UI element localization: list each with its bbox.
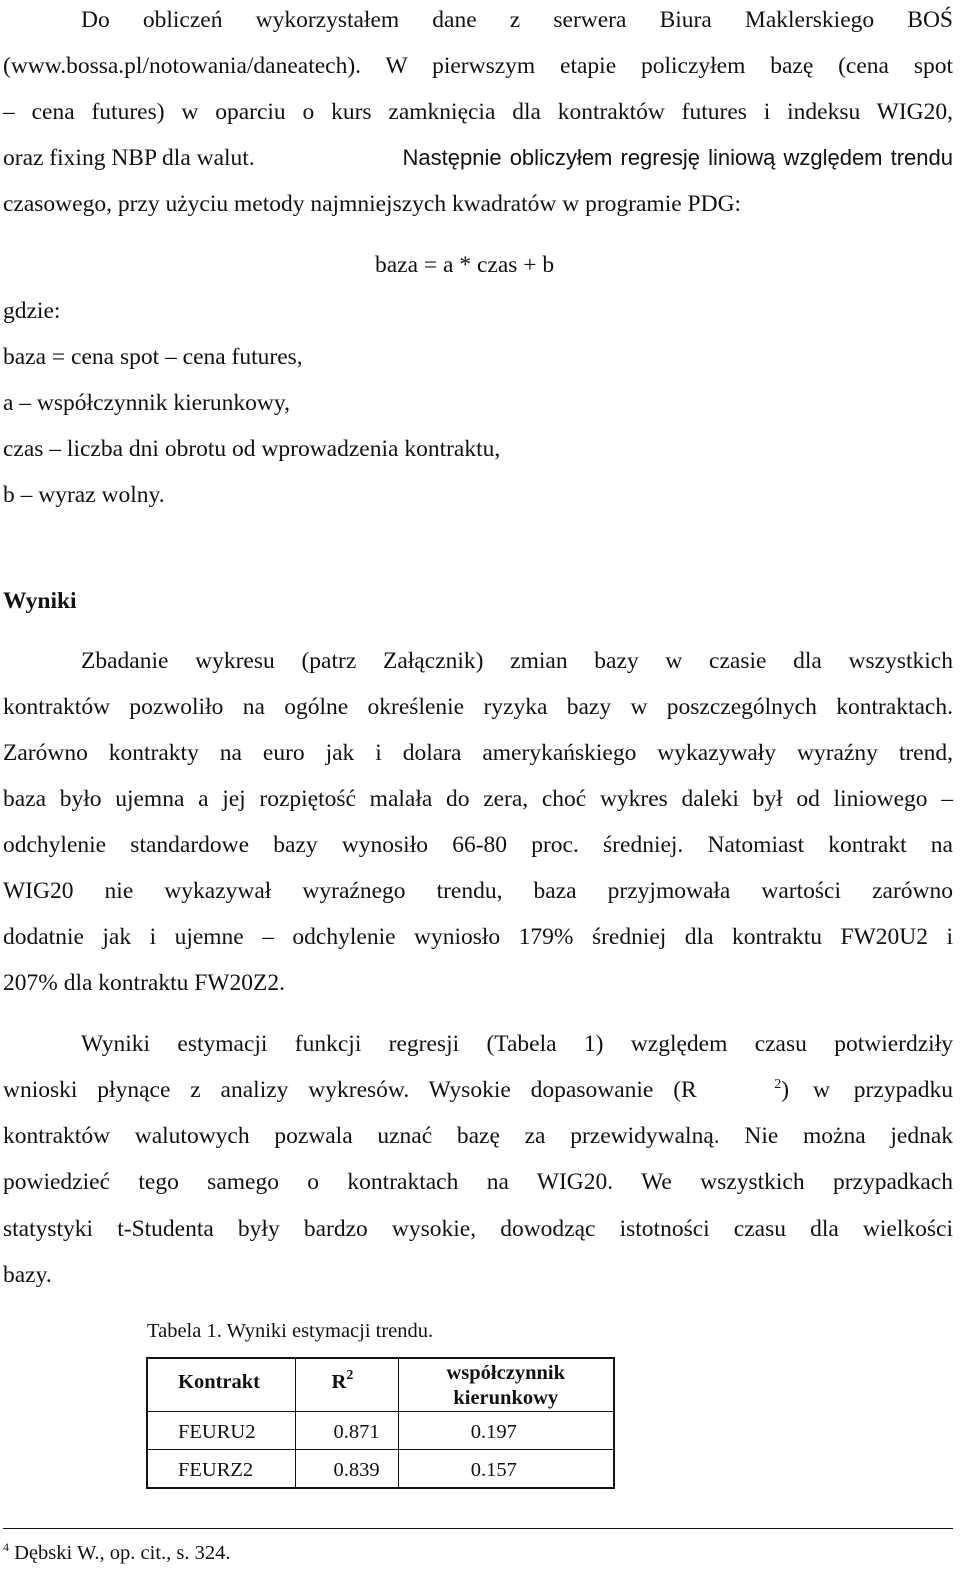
cell-contract: FEURU2 [147, 1412, 295, 1450]
header-r2-base: R [331, 1371, 347, 1393]
results-p1-line: WIG20 nie wykazywał wyraźnego trendu, baza przyjmowała wartości zarówno [3, 878, 953, 904]
r2-text-rest [774, 1076, 953, 1104]
definitions-where: gdzie: [3, 298, 61, 324]
intro-line-4 [3, 144, 953, 172]
cell-coef: 0.197 [398, 1412, 614, 1450]
intro-line-5: czasowego, przy użyciu metody najmniejszych kwadratów w programie PDG: [3, 191, 742, 217]
header-coef-line2: kierunkowy [453, 1387, 559, 1409]
intro-line-2: (www.bossa.pl/notowania/daneatech). W pierwszym etapie policzyłem bazę (cena spot [3, 53, 953, 79]
cell-contract: FEURZ2 [147, 1450, 295, 1488]
results-p1-line: odchylenie standardowe bazy wynosiło 66-80 proc. średniej. Natomiast kontrakt na [3, 832, 953, 858]
definition-item: czas – liczba dni obrotu od wprowadzenia kontraktu, [3, 436, 501, 462]
footnote-text: Dębski W., op. cit., s. 324. [14, 1542, 231, 1564]
header-contract: Kontrakt [147, 1358, 295, 1412]
trend-table [146, 1357, 615, 1489]
intro-line-4a: oraz fixing NBP dla walut. [3, 145, 255, 171]
results-p1-line: Zarówno kontrakty na euro jak i dolara amerykańskiego wykazywały wyraźny trend, [3, 740, 953, 766]
header-coefficient [398, 1358, 614, 1412]
results-p2-line: kontraktów walutowych pozwala uznać bazę za przewidywalną. Nie można jednak [3, 1123, 953, 1149]
regression-formula: baza = a * czas + b [375, 252, 555, 278]
r2-superscript: 2 [774, 1077, 782, 1092]
section-heading: Wyniki [3, 588, 77, 614]
results-p2-line: powiedzieć tego samego o kontraktach na WIG20. We wszystkich przypadkach [3, 1169, 953, 1195]
header-r2 [295, 1358, 398, 1412]
results-p2-line: statystyki t-Studenta były bardzo wysokie, dowodząc istotności czasu dla wielkości [3, 1216, 953, 1242]
results-p1-line: baza było ujemna a jej rozpiętość malała do zera, choć wykres daleki był od liniowego – [3, 786, 953, 812]
r2-text-pre: wnioski płynące z analizy wykresów. Wysokie dopasowanie (R [3, 1077, 697, 1103]
table-caption: Tabela 1. Wyniki estymacji trendu. [147, 1320, 434, 1342]
table-row [147, 1450, 614, 1488]
results-p2-line: Wyniki estymacji funkcji regresji (Tabela 1) względem czasu potwierdziły [81, 1031, 953, 1057]
definition-item: baza = cena spot – cena futures, [3, 344, 303, 370]
cell-coef: 0.157 [398, 1450, 614, 1488]
definition-item: a – współczynnik kierunkowy, [3, 390, 290, 416]
footnote-rule [3, 1528, 953, 1529]
r2-text-post: ) w przypadku [781, 1077, 953, 1103]
cell-r2: 0.871 [295, 1412, 398, 1450]
results-p1-line: kontraktów pozwoliło na ogólne określenie ryzyka bazy w poszczególnych kontraktach. [3, 694, 953, 720]
header-r2-sup: 2 [346, 1368, 354, 1383]
intro-line-3: – cena futures) w oparciu o kurs zamknięcia dla kontraktów futures i indeksu WIG20, [3, 99, 953, 125]
table-row [147, 1412, 614, 1450]
results-p2-line-2 [3, 1076, 953, 1104]
cell-r2: 0.839 [295, 1450, 398, 1488]
intro-line-4b: Następnie obliczyłem regresję liniową względem trendu [402, 145, 953, 170]
table-header-row [147, 1358, 614, 1412]
footnote-mark: 4 [3, 1540, 9, 1554]
definition-item: b – wyraz wolny. [3, 482, 165, 508]
results-p1-line: dodatnie jak i ujemne – odchylenie wyniosło 179% średniej dla kontraktu FW20U2 i [3, 924, 953, 950]
results-p1-line: Zbadanie wykresu (patrz Załącznik) zmian bazy w czasie dla wszystkich [81, 648, 953, 674]
results-p1-line: 207% dla kontraktu FW20Z2. [3, 970, 285, 996]
header-coef-line1: współczynnik [446, 1362, 565, 1384]
footnote [3, 1540, 231, 1566]
intro-line-1: Do obliczeń wykorzystałem dane z serwera Biura Maklerskiego BOŚ [81, 7, 953, 33]
results-p2-line: bazy. [3, 1262, 52, 1288]
